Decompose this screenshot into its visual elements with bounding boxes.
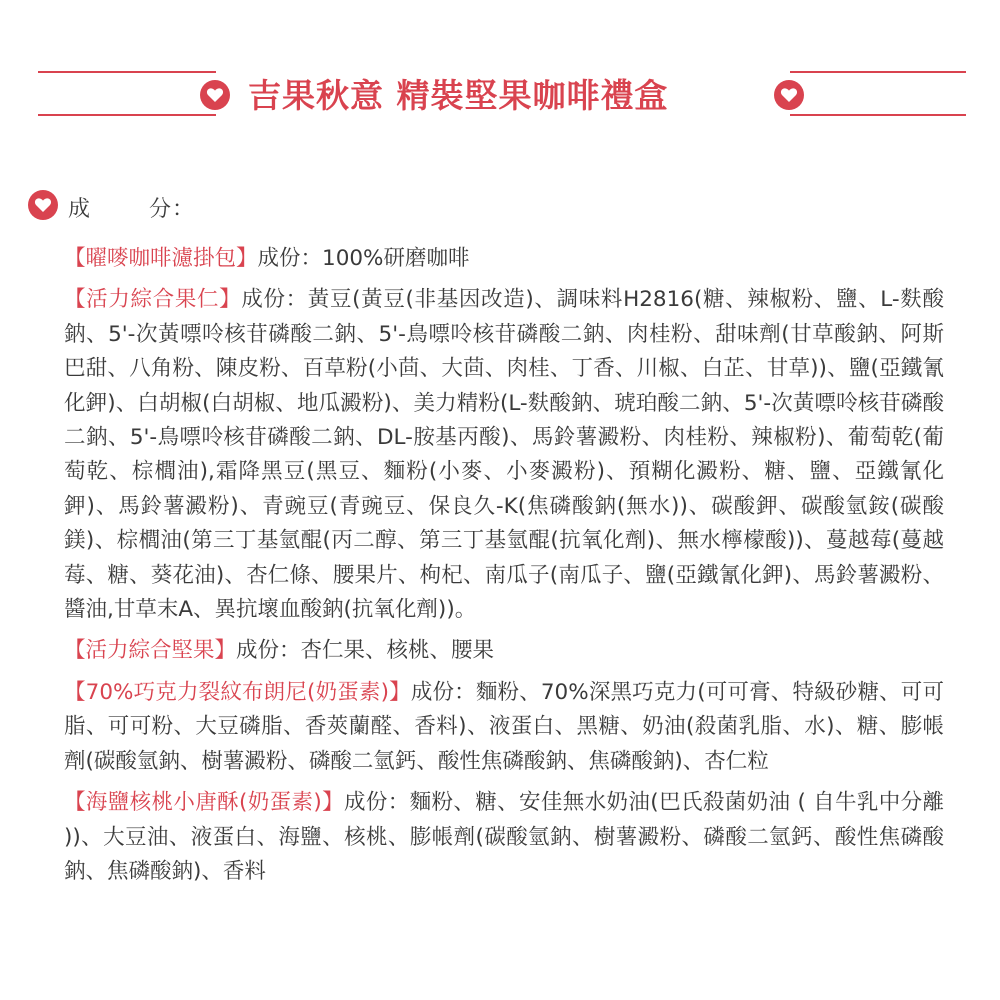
ingredient-item [64, 634, 944, 668]
ingredient-name: 【曜嘜咖啡濾掛包】 [64, 246, 258, 271]
ingredient-name: 【活力綜合堅果】 [64, 638, 237, 664]
ingredient-text: 成份：麵粉、70%深黑巧克力(可可膏、特級砂糖、可可脂、可可粉、大豆磷脂、香莢蘭醛、香料)、液蛋白、黑糖、奶油(殺菌乳脂、水)、糖、膨帳劑(碳酸氫鈉、樹薯澱粉、磷酸二氫鈣、酸性焦磷酸鈉、焦磷酸鈉)、杏仁粒 [64, 679, 944, 774]
ingredient-item [64, 242, 944, 276]
header-right-line-top [790, 71, 966, 73]
header-left-line-top [38, 71, 216, 73]
ingredient-item [64, 283, 944, 627]
ingredient-text: 成份：杏仁果、核桃、腰果 [236, 638, 495, 664]
header-left-line-bottom [38, 114, 216, 116]
ingredient-text: 成份：麵粉、糖、安佳無水奶油(巴氏殺菌奶油 ( 自牛乳中分離 ))、大豆油、液蛋白、海鹽、核桃、膨帳劑(碳酸氫鈉、樹薯澱粉、磷酸二氫鈣、酸性焦磷酸鈉、焦磷酸鈉)、香料 [64, 790, 945, 884]
ingredient-name: 【活力綜合果仁】 [64, 287, 242, 313]
heart-icon [28, 190, 58, 220]
heart-icon [774, 80, 804, 110]
ingredient-name: 【海鹽核桃小唐酥(奶蛋素)】 [64, 790, 345, 816]
ingredient-text: 成份：黃豆(黃豆(非基因改造)、調味料H2816(糖、辣椒粉、鹽、L-麩酸鈉、5'-次黃嘌呤核苷磷酸二鈉、5'-鳥嘌呤核苷磷酸二鈉、肉桂粉、甜味劑(甘草酸鈉、阿斯巴甜、八角粉、陳皮粉、百草粉(小茴、大茴、肉桂、丁香、川椒、白芷、甘草))、鹽(亞鐵氰化鉀)、白胡椒(白胡椒、地瓜澱粉)、美力精粉(L-麩酸鈉、琥珀酸二鈉、5'-次黃嘌呤核苷磷酸二鈉、5'-鳥嘌呤核苷磷酸二鈉、DL-胺基丙酸)、馬鈴薯澱粉、肉桂粉、辣椒粉)、葡萄乾(葡萄乾、棕櫚油),霜降黑豆(黑豆、麵粉(小麥、小麥澱粉)、預糊化澱粉、糖、鹽、亞鐵氰化鉀)、馬鈴薯澱粉)、青豌豆(青豌豆、保良久-K(焦磷酸鈉(無水))、碳酸鉀、碳酸氫銨(碳酸鎂)、棕櫚油(第三丁基氫醌(丙二醇、第三丁基氫醌(抗氧化劑)、無水檸檬酸))、蔓越莓(蔓越莓、糖、葵花油)、杏仁條、腰果片、枸杞、南瓜子(南瓜子、鹽(亞鐵氰化鉀)、馬鈴薯澱粉、醬油,甘草末A、異抗壞血酸鈉(抗氧化劑))。 [64, 287, 944, 623]
ingredient-item [64, 676, 944, 779]
section-label-text [68, 192, 195, 223]
ingredients-list [64, 242, 944, 896]
ingredient-name: 【70%巧克力裂紋布朗尼(奶蛋素)】 [64, 679, 411, 705]
section-label-first: 成 [68, 197, 92, 222]
page-title: 吉果秋意 精裝堅果咖啡禮盒 [248, 76, 669, 115]
section-label-second: 分： [149, 197, 196, 222]
ingredient-text: 成份：100%研磨咖啡 [257, 246, 470, 271]
header-right-line-bottom [790, 114, 966, 116]
header [0, 64, 1000, 124]
heart-icon [200, 80, 230, 110]
ingredient-item [64, 786, 944, 889]
